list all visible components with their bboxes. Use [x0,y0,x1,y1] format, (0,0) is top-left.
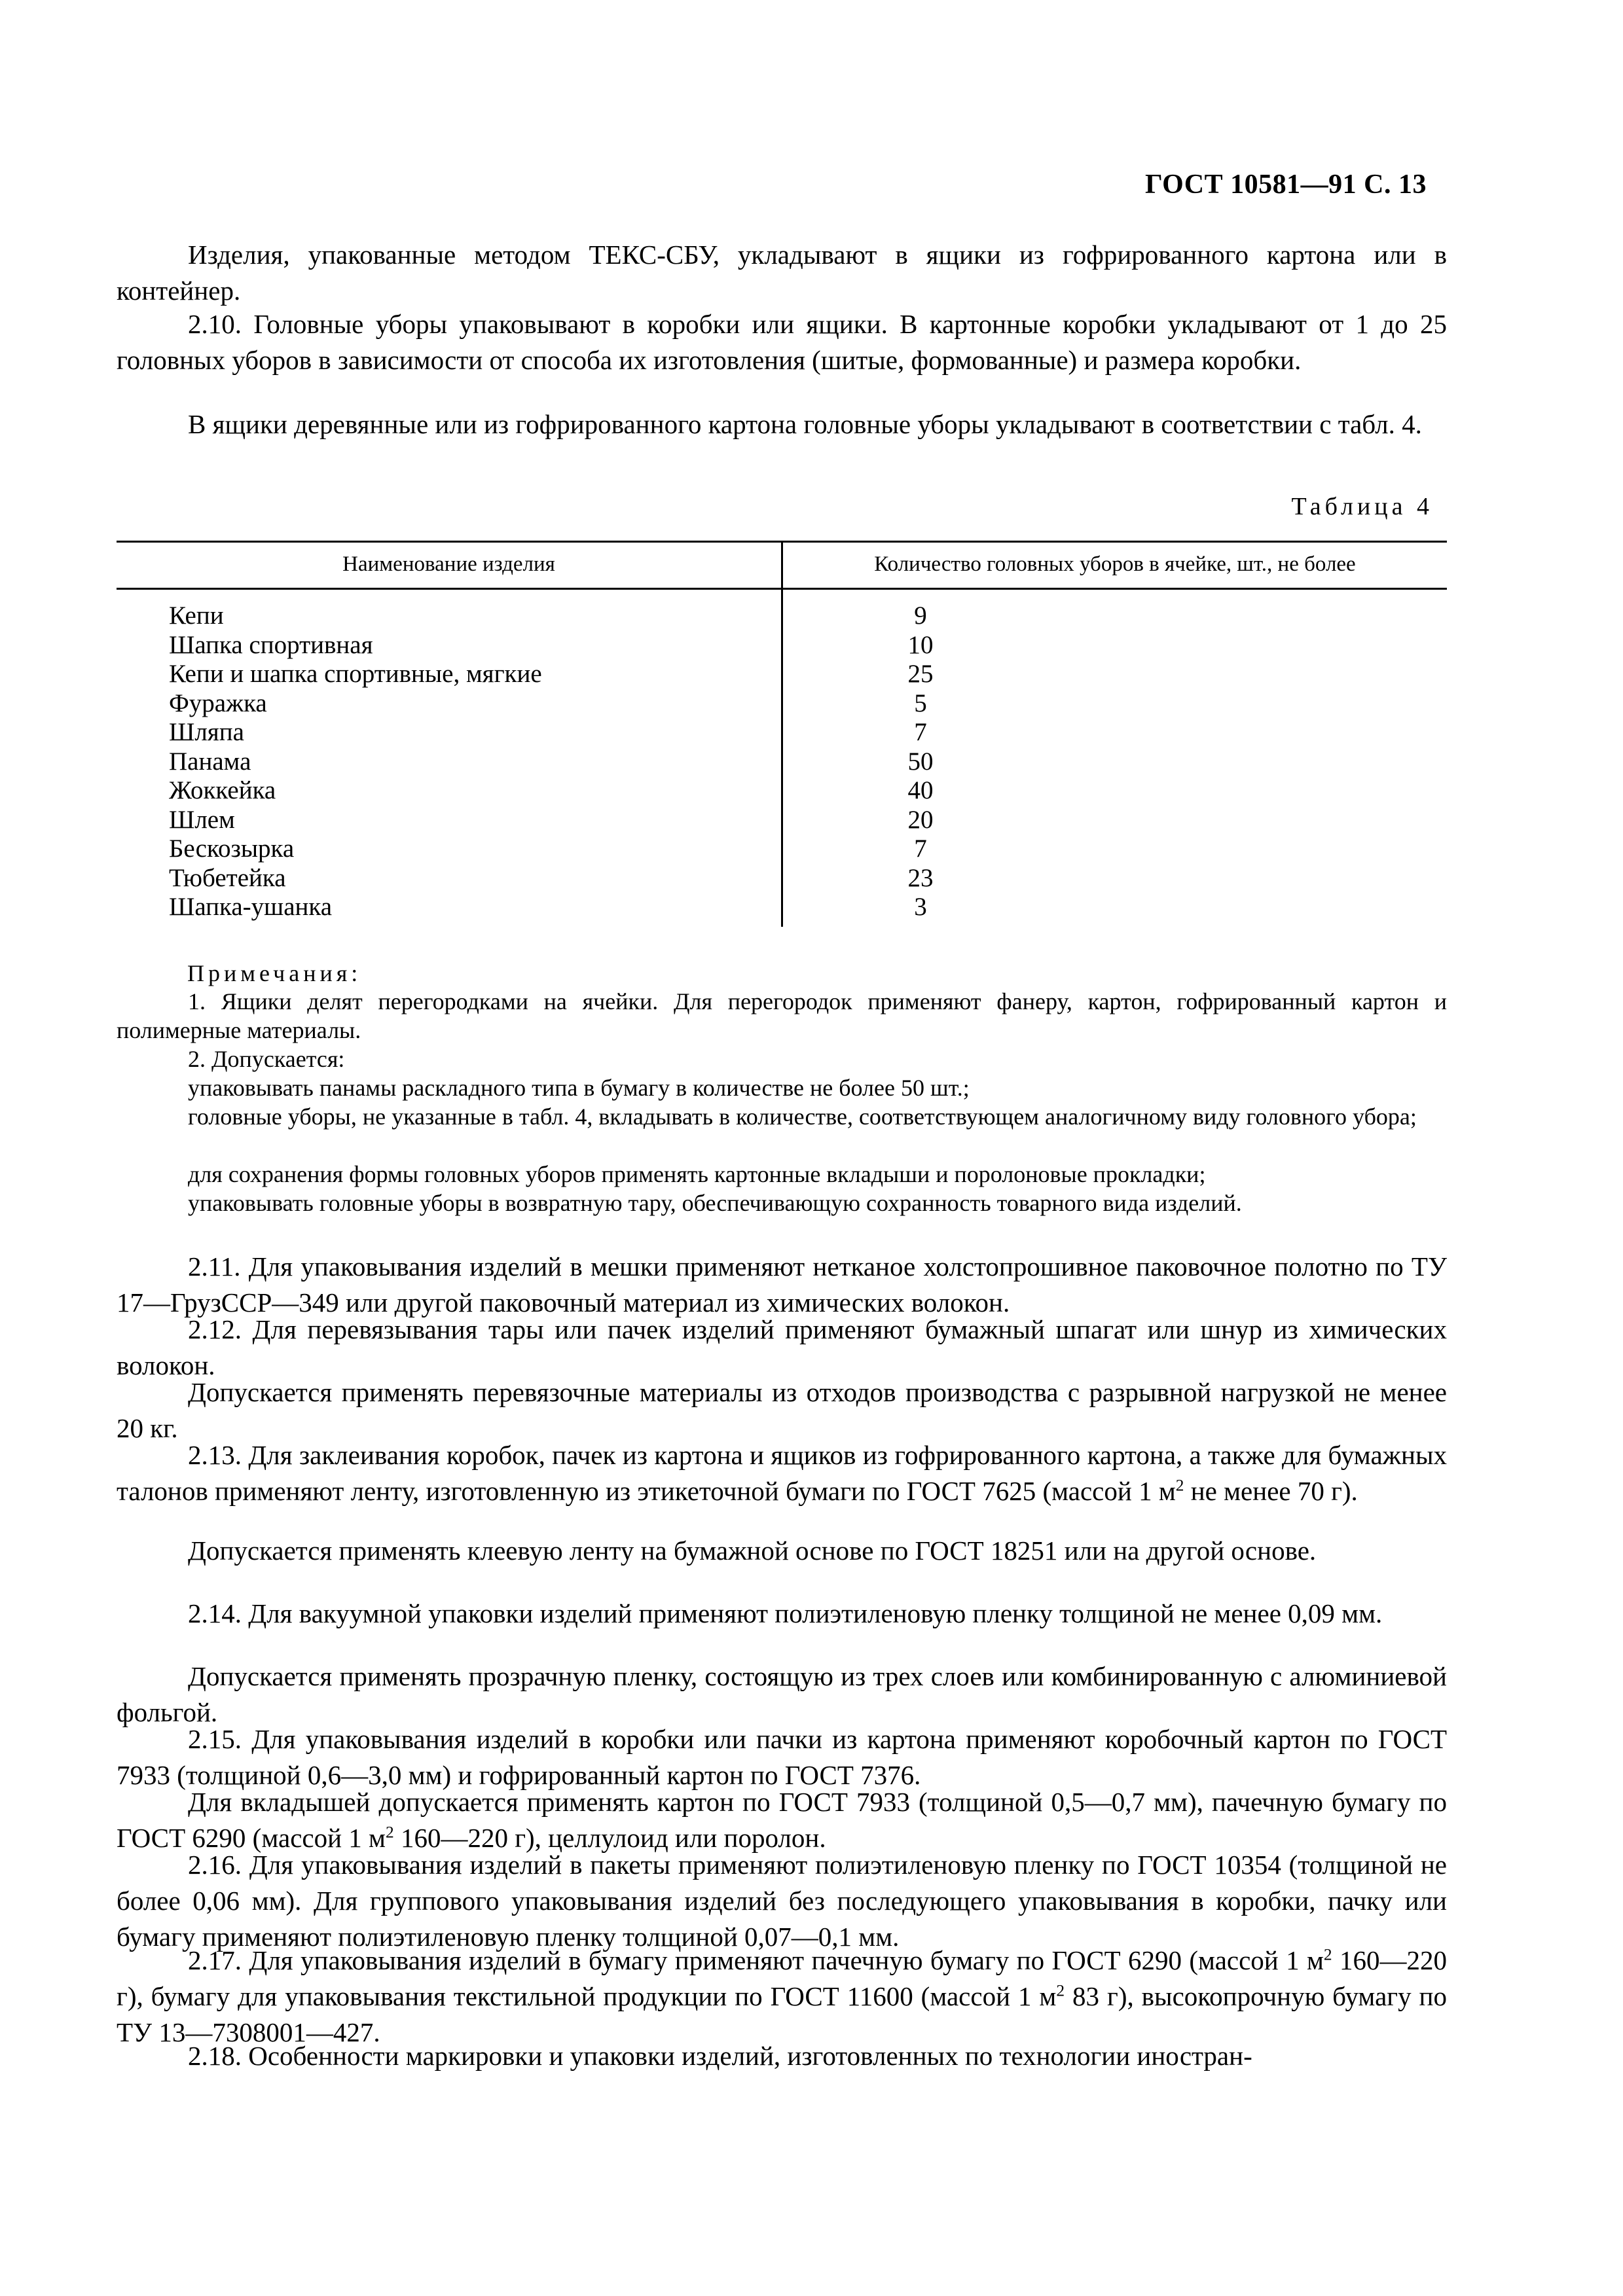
row-value: 9 [914,601,927,630]
note-2-item: для сохранения формы головных уборов применять картонные вкладыши и поролоновые прокладки; [188,1161,1206,1187]
table-header-name: Наименование изделия [342,552,555,576]
table-row [117,864,1447,893]
paragraph-2-15-cont [117,1784,1447,1856]
row-name: Фуражка [169,689,267,717]
row-value: 7 [914,834,927,863]
text-run: 160—220 г), бумагу для упаковывания текстильной продукции по ГОСТ 11600 (массой 1 м [117,1945,1447,2011]
table-caption: Таблица 4 [1291,493,1433,520]
table-body [117,601,1447,922]
superscript: 2 [385,1823,394,1842]
row-name: Шлем [169,805,235,834]
row-name: Шапка-ушанка [169,893,333,921]
row-value: 50 [907,747,934,776]
paragraph-2-16: 2.16. Для упаковывания изделий в пакеты применяют полиэтиленовую пленку по ГОСТ 10354 (толщиной не более 0,06 мм). Для группового упаковывания изделий без последующего упаковывания в коробки, пачку или бумагу применяют полиэтиленовую пленку толщиной 0,07—0,1 мм. [117,1850,1447,1952]
paragraph-2-12-cont: Допускается применять перевязочные материалы из отходов производства с разрывной нагрузкой не менее 20 кг. [117,1377,1447,1443]
note-2: 2. Допускается: [188,1046,345,1072]
paragraph-2-11: 2.11. Для упаковывания изделий в мешки применяют нетканое холстопрошивное паковочное полотно по ТУ 17—ГрузССР—349 или другой паковочный материал из химических волокон. [117,1251,1447,1318]
row-value: 40 [907,776,934,804]
table-row [117,631,1447,660]
table-header-quantity: Количество головных уборов в ячейке, шт., не более [874,552,1356,576]
superscript: 2 [1175,1476,1184,1495]
table-row [117,718,1447,747]
table-row [117,776,1447,806]
row-value: 7 [914,718,927,746]
row-value: 20 [907,805,934,834]
text-run: 2.13. Для заклеивания коробок, пачек из картона и ящиков из гофрированного картона, а также для бумажных талонов применяют ленту, изготовленную из этикеточной бумаги по ГОСТ 7625 (массой 1 м [117,1440,1447,1506]
paragraph-2-10-cont: В ящики деревянные или из гофрированного картона головные уборы укладывают в соответствии с табл. 4. [188,409,1422,439]
table-row [117,834,1447,864]
paragraph-2-10: 2.10. Головные уборы упаковывают в коробки или ящики. В картонные коробки укладывают от 1 до 25 головных уборов в зависимости от способа их изготовления (шитые, формованные) и размера коробки. [117,309,1447,375]
paragraph-2-18: 2.18. Особенности маркировки и упаковки изделий, изготовленных по технологии иностран- [188,2041,1252,2071]
paragraph-2-15: 2.15. Для упаковывания изделий в коробки или пачки из картона применяют коробочный картон по ГОСТ 7933 (толщиной 0,6—3,0 мм) и гофрированный картон по ГОСТ 7376. [117,1724,1447,1790]
text-run: 83 г), высокопрочную бумагу по ТУ 13—7308001—427. [117,1981,1447,2047]
row-name: Кепи и шапка спортивные, мягкие [169,660,542,688]
table-row [117,893,1447,922]
row-name: Кепи [169,601,224,630]
table-row [117,747,1447,777]
intro-paragraph: Изделия, упакованные методом ТЕКС-СБУ, укладывают в ящики из гофрированного картона или в контейнер. [117,240,1447,306]
row-value: 10 [907,630,934,659]
paragraph-2-13 [117,1437,1447,1509]
row-name: Жоккейка [169,776,276,804]
paragraph-2-14: 2.14. Для вакуумной упаковки изделий применяют полиэтиленовую пленку толщиной не менее 0,09 мм. [188,1598,1383,1628]
row-name: Шапка спортивная [169,630,373,659]
row-name: Бескозырка [169,834,295,863]
text-run: 160—220 г), целлулоид или поролон. [393,1823,826,1853]
row-value: 3 [914,893,927,921]
paragraph-2-13-cont: Допускается применять клеевую ленту на бумажной основе по ГОСТ 18251 или на другой основе. [188,1535,1317,1566]
note-2-item: упаковывать головные уборы в возвратную тару, обеспечивающую сохранность товарного вида изделий. [188,1190,1242,1216]
note-2-item: головные уборы, не указанные в табл. 4, вкладывать в количестве, соответствующем аналогичному виду головного убора; [188,1103,1417,1130]
page-header: ГОСТ 10581—91 С. 13 [1144,170,1427,200]
superscript: 2 [1323,1945,1332,1964]
table-row [117,689,1447,719]
text-run: 2.17. Для упаковывания изделий в бумагу применяют пачечную бумагу по ГОСТ 6290 (массой 1 м [188,1945,1324,1975]
notes-title: Примечания: [187,960,362,986]
note-2-item: упаковывать панамы раскладного типа в бумагу в количестве не более 50 шт.; [188,1075,970,1101]
superscript: 2 [1056,1981,1065,2000]
row-name: Тюбетейка [169,863,286,892]
text-run: Для вкладышей допускается применять картон по ГОСТ 7933 (толщиной 0,5—0,7 мм), пачечную бумагу по ГОСТ 6290 (массой 1 м [117,1787,1447,1853]
row-value: 5 [914,689,927,717]
paragraph-2-17 [117,1943,1447,2051]
paragraph-2-14-cont: Допускается применять прозрачную пленку, состоящую из трех слоев или комбинированную с алюминиевой фольгой. [117,1661,1447,1727]
paragraph-2-12: 2.12. Для перевязывания тары или пачек изделий применяют бумажный шпагат или шнур из химических волокон. [117,1314,1447,1380]
table-row [117,601,1447,631]
row-value: 25 [907,660,934,688]
table-row [117,806,1447,835]
row-name: Панама [169,747,251,776]
table-row [117,660,1447,689]
row-value: 23 [907,863,934,892]
text-run: не менее 70 г). [1184,1476,1358,1506]
note-1: 1. Ящики делят перегородками на ячейки. Для перегородок применяют фанеру, картон, гофрированный картон и полимерные материалы. [117,988,1447,1043]
row-name: Шляпа [169,718,244,746]
